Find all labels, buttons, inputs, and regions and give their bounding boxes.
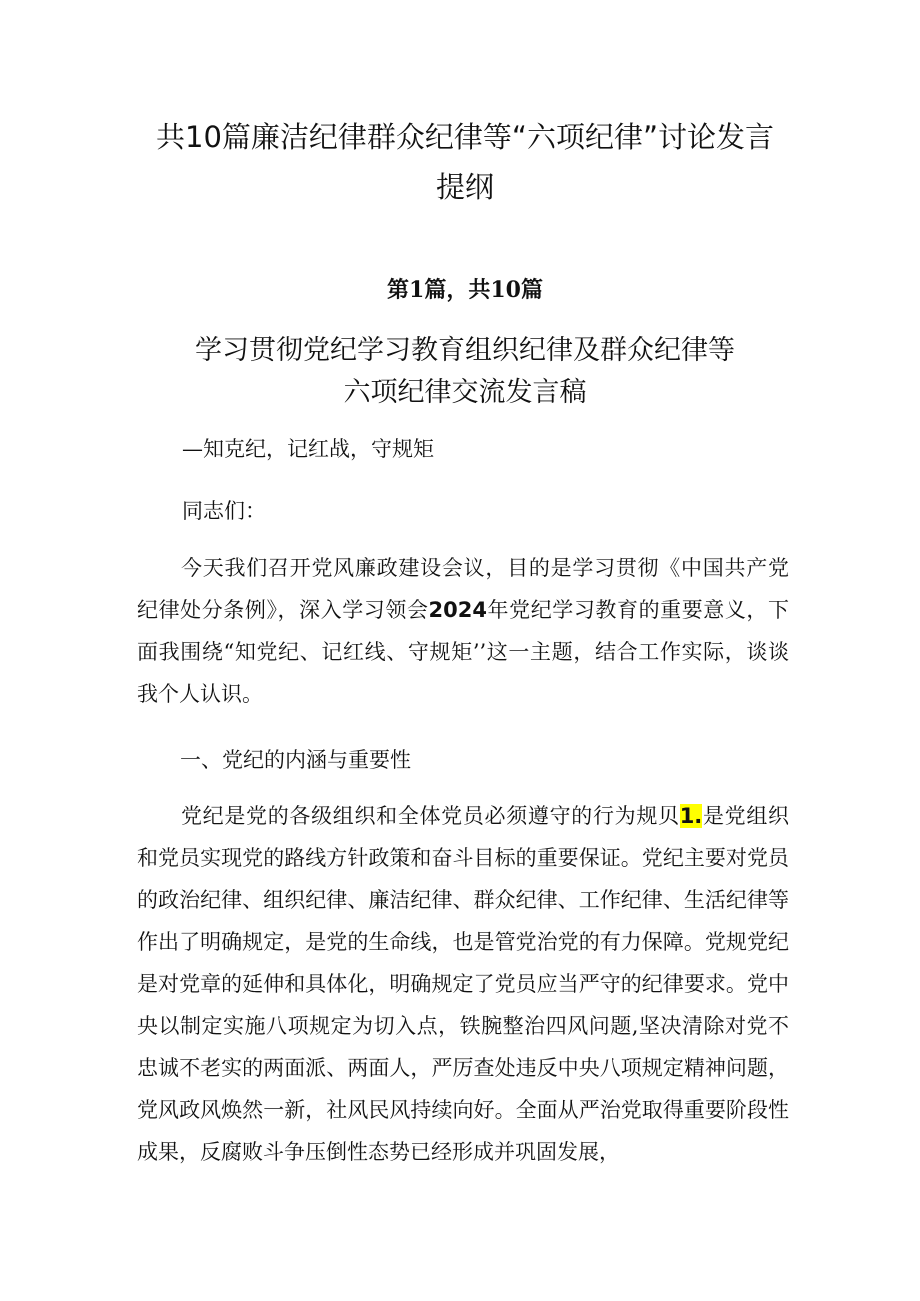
- article-subtitle: —知克纪，记红战，守规矩: [182, 437, 434, 461]
- section-heading-1: 一、党纪的内涵与重要性: [180, 748, 411, 772]
- paragraph-section-1-text-2: 是党组织和党员实现党的路线方针政策和奋斗目标的重要保证。党纪主要对党员的政治纪律、组织纪律、廉洁纪律、群众纪律、工作纪律、生活纪律等作出了明确规定，是党的生命线，也是管党治党的有力保障。党规党纪是对党章的延伸和具体化，明确规定了党员应当严守的纪律要求。党中央以制定实施八项规定为切入点，铁腕整治四风问题,坚决清除对党不忠诚不老实的两面派、两面人，严厉查处违反中央八项规定精神问题，党风政风焕然一新，社风民风持续向好。全面从严治党取得重要阶段性成果，反腐败斗争压倒性态势已经形成并巩固发展，: [137, 804, 790, 1164]
- paragraph-intro-text-1: 今天我们召开党风廉政建设会议，目的是学习贯彻《中国共产党纪律处分条例》，深入学习领会: [137, 556, 789, 622]
- article-title-line-1: 学习贯彻党纪学习教育组织纪律及群众纪律等: [195, 335, 735, 366]
- paragraph-intro-text-2: 年党纪学习教育的重要意义，下面我围绕“知党纪、记红线、守规矩’’这一主题，结合工作实际，谈谈我个人认识。: [137, 598, 790, 706]
- document-title-line-2: 提纲: [435, 170, 494, 204]
- article-title: [120, 330, 810, 414]
- paragraph-section-1: [137, 795, 789, 1173]
- highlighted-marker: 1.: [679, 804, 703, 828]
- paragraph-section-1-text-1: 党纪是党的各级组织和全体党员必须遵守的行为规贝: [181, 804, 680, 828]
- document-title: [120, 112, 810, 212]
- article-title-line-2: 六项纪律交流发言稿: [343, 377, 587, 408]
- paragraph-intro: [137, 547, 789, 715]
- greeting: 同志们：: [182, 499, 266, 523]
- article-number: 第1篇，共10篇: [387, 277, 543, 303]
- paragraph-intro-year: 2024: [428, 598, 487, 622]
- document-title-line-1: 共10篇廉洁纪律群众纪律等“六项纪律”讨论发言: [156, 120, 774, 154]
